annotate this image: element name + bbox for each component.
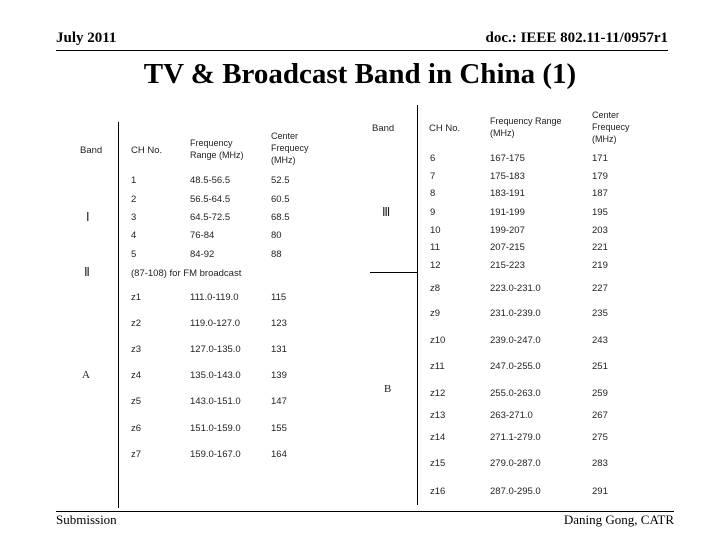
left-table-divider — [118, 122, 119, 508]
right-cell-ch: z13 — [430, 410, 446, 421]
right-cell-freq: 287.0-295.0 — [490, 486, 541, 497]
right-band-label-iii: Ⅲ — [382, 205, 391, 219]
right-cell-freq: 207-215 — [490, 242, 525, 253]
right-header-band: Band — [372, 123, 395, 134]
right-cell-ch: z14 — [430, 432, 446, 443]
left-band-label-i: Ⅰ — [86, 210, 90, 224]
left-cell-freq: 56.5-64.5 — [190, 194, 231, 205]
header-date: July 2011 — [56, 30, 117, 46]
right-cell-freq: 255.0-263.0 — [490, 388, 541, 399]
right-cell-ch: 7 — [430, 171, 436, 182]
right-cell-center: 259 — [592, 388, 608, 399]
left-cell-freq: 127.0-135.0 — [190, 344, 241, 355]
right-cell-center: 267 — [592, 410, 608, 421]
right-cell-ch: 11 — [430, 242, 440, 253]
left-cell-center: 164 — [271, 449, 287, 460]
left-cell-center: 131 — [271, 344, 287, 355]
footer-submission: Submission — [56, 512, 117, 527]
right-cell-ch: 10 — [430, 225, 441, 236]
right-cell-center: 187 — [592, 188, 608, 199]
left-cell-freq: 48.5-56.5 — [190, 175, 231, 186]
left-cell-ch: z1 — [131, 292, 142, 303]
left-cell-freq: 159.0-167.0 — [190, 449, 241, 460]
right-cell-center: 275 — [592, 432, 608, 443]
right-cell-center: 203 — [592, 225, 608, 236]
right-cell-ch: z15 — [430, 458, 446, 469]
left-cell-freq: 76-84 — [190, 230, 215, 241]
left-cell-freq: 135.0-143.0 — [190, 370, 241, 381]
left-cell-ch: 5 — [131, 249, 137, 260]
left-cell-center: 60.5 — [271, 194, 290, 205]
right-cell-ch: 6 — [430, 153, 436, 164]
left-cell-ch: 2 — [131, 194, 137, 205]
right-cell-center: 227 — [592, 283, 608, 294]
right-cell-ch: 12 — [430, 260, 441, 271]
right-cell-freq: 231.0-239.0 — [490, 308, 541, 319]
left-cell-center: 147 — [271, 396, 287, 407]
header-rule — [56, 50, 668, 51]
left-cell-center: 155 — [271, 423, 287, 434]
right-cell-freq: 183-191 — [490, 188, 525, 199]
left-cell-center: 139 — [271, 370, 287, 381]
right-cell-center: 221 — [592, 242, 608, 253]
right-cell-ch: z12 — [430, 388, 446, 399]
right-table-divider — [417, 105, 418, 505]
right-cell-center: 171 — [592, 153, 608, 164]
right-cell-ch: 9 — [430, 207, 436, 218]
left-cell-center: 80 — [271, 230, 282, 241]
right-cell-freq: 239.0-247.0 — [490, 335, 541, 346]
right-cell-freq: 279.0-287.0 — [490, 458, 541, 469]
left-band-label-a: A — [82, 369, 90, 381]
right-cell-freq: 175-183 — [490, 171, 525, 182]
right-cell-center: 283 — [592, 458, 608, 469]
left-cell-freq: 64.5-72.5 — [190, 212, 231, 223]
left-cell-freq: 151.0-159.0 — [190, 423, 241, 434]
right-cell-center: 179 — [592, 171, 608, 182]
left-cell-ch: 4 — [131, 230, 137, 241]
left-fm-note: (87-108) for FM broadcast — [131, 268, 242, 279]
right-cell-freq: 271.1-279.0 — [490, 432, 541, 443]
right-header-freq: Frequency Range (MHz) — [490, 116, 562, 138]
right-cell-center: 219 — [592, 260, 608, 271]
right-cell-center: 251 — [592, 361, 608, 372]
left-cell-center: 88 — [271, 249, 282, 260]
left-cell-ch: z5 — [131, 396, 142, 407]
left-cell-freq: 84-92 — [190, 249, 215, 260]
right-cell-ch: z11 — [430, 361, 445, 372]
left-cell-freq: 119.0-127.0 — [190, 318, 241, 329]
left-cell-ch: z3 — [131, 344, 142, 355]
right-table-section-rule — [370, 272, 417, 273]
right-cell-ch: z16 — [430, 486, 446, 497]
left-cell-ch: z4 — [131, 370, 142, 381]
right-cell-center: 195 — [592, 207, 608, 218]
right-band-label-b: B — [384, 383, 392, 395]
right-cell-freq: 247.0-255.0 — [490, 361, 541, 372]
left-cell-ch: 1 — [131, 175, 137, 186]
left-header-freq: Frequency Range (MHz) — [190, 138, 244, 160]
right-cell-ch: 8 — [430, 188, 436, 199]
right-cell-freq: 263-271.0 — [490, 410, 533, 421]
left-cell-freq: 143.0-151.0 — [190, 396, 241, 407]
left-cell-center: 68.5 — [271, 212, 290, 223]
left-header-band: Band — [80, 145, 103, 156]
right-cell-center: 243 — [592, 335, 608, 346]
left-cell-freq: 111.0-119.0 — [190, 292, 239, 303]
left-cell-ch: 3 — [131, 212, 137, 223]
left-cell-center: 123 — [271, 318, 287, 329]
right-cell-freq: 215-223 — [490, 260, 525, 271]
right-cell-ch: z10 — [430, 335, 446, 346]
left-header-ch: CH No. — [131, 145, 163, 156]
left-cell-ch: z7 — [131, 449, 142, 460]
footer-author: Daning Gong, CATR — [563, 512, 674, 527]
right-header-ch: CH No. — [429, 123, 461, 134]
right-cell-freq: 167-175 — [490, 153, 525, 164]
left-header-center: Center Frequecy (MHz) — [271, 131, 309, 165]
left-cell-center: 115 — [271, 292, 287, 303]
right-cell-center: 291 — [592, 486, 608, 497]
right-cell-ch: z8 — [430, 283, 441, 294]
right-cell-center: 235 — [592, 308, 608, 319]
slide-title: TV & Broadcast Band in China (1) — [143, 58, 577, 90]
right-header-center: Center Frequecy (MHz) — [592, 110, 630, 144]
left-cell-ch: z6 — [131, 423, 142, 434]
left-band-label-ii: Ⅱ — [84, 265, 90, 279]
right-cell-freq: 199-207 — [490, 225, 525, 236]
right-cell-freq: 191-199 — [490, 207, 525, 218]
right-cell-freq: 223.0-231.0 — [490, 283, 541, 294]
left-cell-ch: z2 — [131, 318, 142, 329]
header-doc-number: doc.: IEEE 802.11-11/0957r1 — [485, 30, 668, 46]
left-cell-center: 52.5 — [271, 175, 290, 186]
right-cell-ch: z9 — [430, 308, 441, 319]
